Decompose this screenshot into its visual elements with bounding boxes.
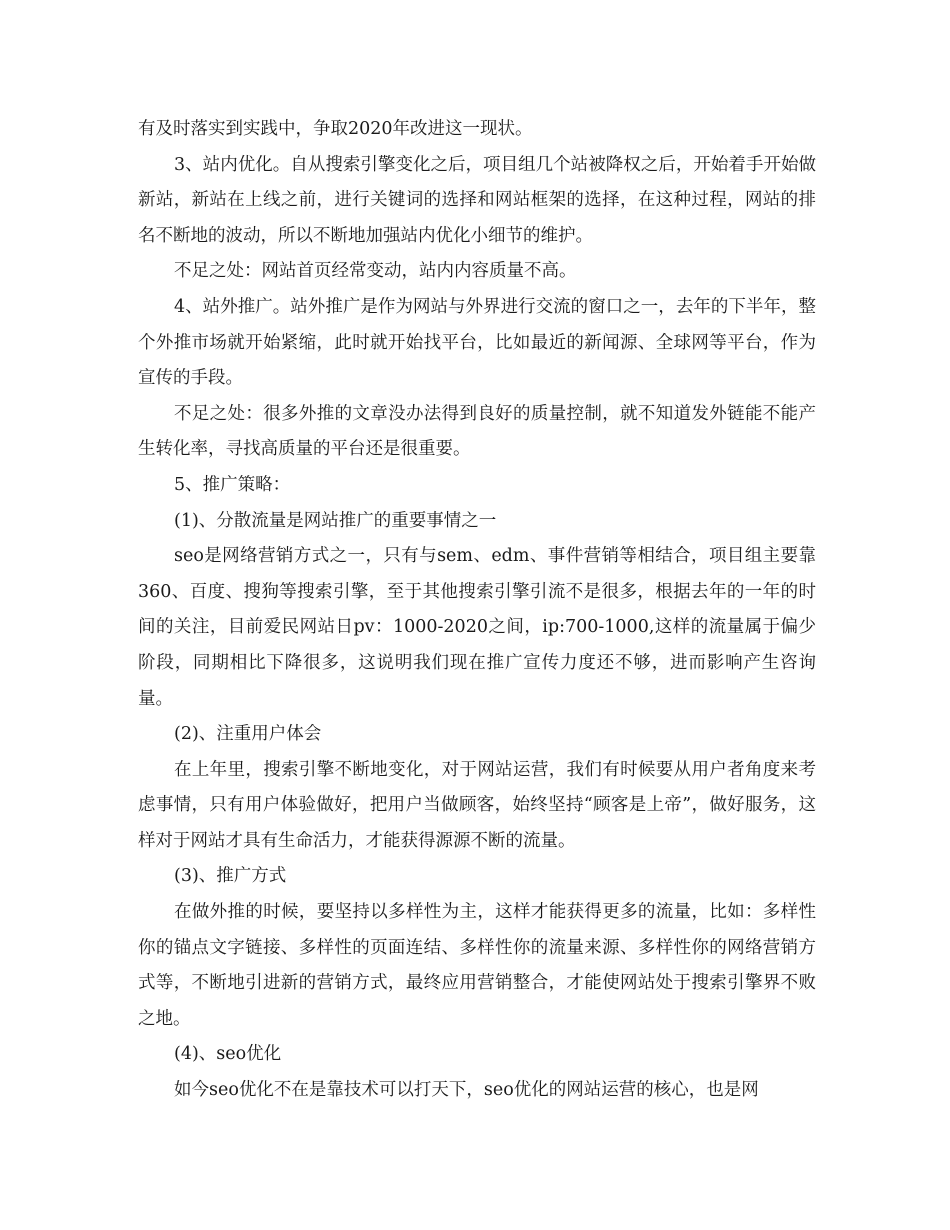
paragraph-offsite-promotion: 4、站外推广。站外推广是作为网站与外界进行交流的窗口之一，去年的下半年，整个外推市场就开始紧缩，此时就开始找平台，比如最近的新闻源、全球网等平台，作为宣传的手段。 xyxy=(138,296,816,389)
document-body xyxy=(138,112,816,1109)
paragraph-onsite-optimization: 3、站内优化。自从搜索引擎变化之后，项目组几个站被降权之后，开始着手开始做新站，新站在上线之前，进行关键词的选择和网站框架的选择，在这种过程，网站的排名不断地的波动，所以不断地加强站内优化小细节的维护。 xyxy=(138,154,816,246)
subheading-seo: (4)、seo优化 xyxy=(174,1044,282,1065)
paragraph-continuation: 有及时落实到实践中，争取2020年改进这一现状。 xyxy=(138,119,533,139)
subheading-traffic: (1)、分散流量是网站推广的重要事情之一 xyxy=(174,510,497,531)
paragraph-user-experience: 在上年里，搜索引擎不断地变化，对于网站运营，我们有时候要从用户者角度来考虑事情，只有用户体验做好，把用户当做顾客，始终坚持“顾客是上帝”，做好服务，这样对于网站才具有生命活力，才能获得源源不断的流量。 xyxy=(138,759,816,851)
paragraph-seo: 如今seo优化不在是靠技术可以打天下，seo优化的网站运营的核心，也是网 xyxy=(174,1080,759,1101)
paragraph-promotion-method: 在做外推的时候，要坚持以多样性为主，这样才能获得更多的流量，比如：多样性你的锚点文字链接、多样性的页面连结、多样性你的流量来源、多样性你的网络营销方式等，不断地引进新的营销方式，最终应用营销整合，才能使网站处于搜索引擎界不败之地。 xyxy=(138,902,816,1029)
subheading-promotion-method: (3)、推广方式 xyxy=(174,866,287,887)
paragraph-onsite-shortcoming: 不足之处：网站首页经常变动，站内内容质量不高。 xyxy=(174,261,577,282)
paragraph-offsite-shortcoming: 不足之处：很多外推的文章没办法得到良好的质量控制，就不知道发外链能不能产生转化率，寻找高质量的平台还是很重要。 xyxy=(138,403,816,460)
heading-promotion-strategy: 5、推广策略： xyxy=(174,474,291,495)
paragraph-traffic: seo是网络营销方式之一，只有与sem、edm、事件营销等相结合，项目组主要靠360、百度、搜狗等搜索引擎，至于其他搜索引擎引流不是很多，根据去年的一年的时间的关注，目前爱民网站日pv：1000-2020之间，ip:700-1000,这样的流量属于偏少阶段，同期相比下降很多，这说明我们现在推广宣传力度还不够，进而影响产生咨询量。 xyxy=(138,546,816,709)
subheading-user-experience: (2)、注重用户体会 xyxy=(174,724,322,745)
